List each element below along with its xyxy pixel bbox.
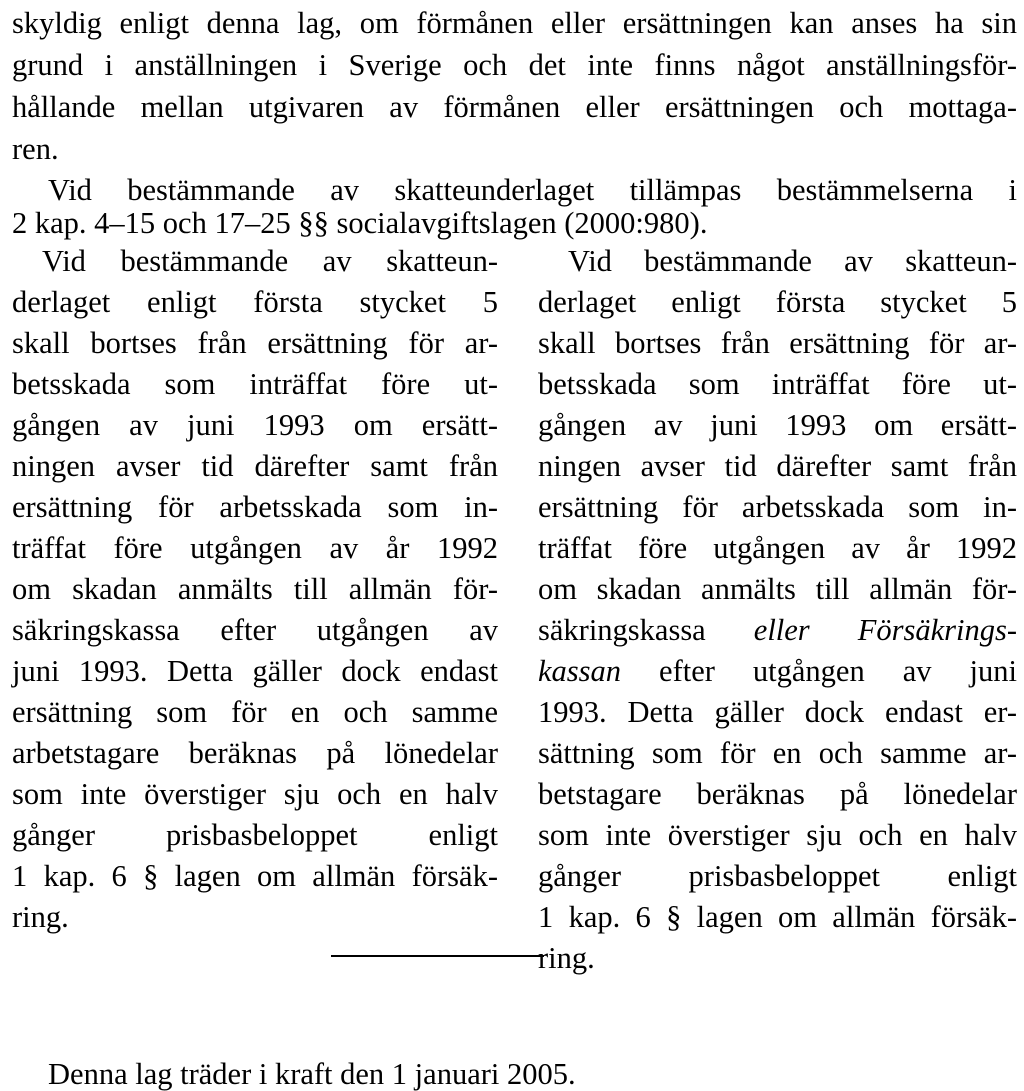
intro-paragraph2-line: 2 kap. 4–15 och 17–25 §§ socialavgiftslagen (2000:980). — [12, 206, 708, 240]
right-column-line: som inte överstiger sju och en halv — [538, 818, 1017, 852]
left-column-line: derlaget enligt första stycket 5 — [12, 285, 498, 319]
footnote-divider — [331, 955, 544, 957]
effective-date-note: Denna lag träder i kraft den 1 januari 2005. — [48, 1056, 576, 1091]
line-suffix: efter utgången av juni — [621, 654, 1017, 688]
left-column-line: 1 kap. 6 § lagen om allmän försäk- — [12, 859, 498, 893]
right-column-line: derlaget enligt första stycket 5 — [538, 285, 1017, 319]
amendment-italic: kassan — [538, 654, 622, 688]
left-column-line: ring. — [12, 900, 69, 934]
left-column-line: gånger prisbasbeloppet enligt — [12, 818, 498, 852]
left-column-line: ersättning för arbetsskada som in- — [12, 490, 498, 524]
right-column-line: ring. — [538, 941, 595, 975]
right-column-line: betsskada som inträffat före ut- — [538, 367, 1017, 401]
right-column-line: träffat före utgången av år 1992 — [538, 531, 1017, 565]
left-column-line: som inte överstiger sju och en halv — [12, 777, 498, 811]
right-column-line: gången av juni 1993 om ersätt- — [538, 408, 1017, 442]
right-column-line: 1993. Detta gäller dock endast er- — [538, 695, 1017, 729]
right-column-line: skall bortses från ersättning för ar- — [538, 326, 1017, 360]
left-column-line: träffat före utgången av år 1992 — [12, 531, 498, 565]
amendment-italic: eller Försäkrings- — [753, 613, 1017, 647]
right-column-line: gånger prisbasbeloppet enligt — [538, 859, 1017, 893]
right-column-line: sättning som för en och samme ar- — [538, 736, 1017, 770]
left-column-line: Vid bestämmande av skatteun- — [42, 244, 498, 278]
right-column-line-amended — [538, 656, 1017, 687]
intro-line: ren. — [12, 132, 59, 166]
right-column-line: Vid bestämmande av skatteun- — [568, 244, 1017, 278]
left-column-line: ersättning som för en och samme — [12, 695, 498, 729]
left-column-line: säkringskassa efter utgången av — [12, 613, 498, 647]
left-column-line: juni 1993. Detta gäller dock endast — [12, 654, 498, 688]
right-column-line-amended — [538, 615, 1017, 646]
right-column-line: betstagare beräknas på lönedelar — [538, 777, 1017, 811]
left-column-line: ningen avser tid därefter samt från — [12, 449, 498, 483]
right-column-line: ersättning för arbetsskada som in- — [538, 490, 1017, 524]
intro-line: grund i anställningen i Sverige och det inte finns något anställningsför- — [12, 48, 1017, 82]
left-column-line: gången av juni 1993 om ersätt- — [12, 408, 498, 442]
left-column-line: betsskada som inträffat före ut- — [12, 367, 498, 401]
left-column-line: skall bortses från ersättning för ar- — [12, 326, 498, 360]
right-column-line: om skadan anmälts till allmän för- — [538, 572, 1017, 606]
left-column-line: arbetstagare beräknas på lönedelar — [12, 736, 498, 770]
intro-line: skyldig enligt denna lag, om förmånen eller ersättningen kan anses ha sin — [12, 6, 1017, 40]
intro-line: hållande mellan utgivaren av förmånen eller ersättningen och mottaga- — [12, 90, 1017, 124]
right-column-line: 1 kap. 6 § lagen om allmän försäk- — [538, 900, 1017, 934]
right-column-line: ningen avser tid därefter samt från — [538, 449, 1017, 483]
left-column-line: om skadan anmälts till allmän för- — [12, 572, 498, 606]
intro-paragraph2-line: Vid bestämmande av skatteunderlaget tillämpas bestämmelserna i — [48, 173, 1017, 207]
document-page — [12, 0, 1017, 1091]
line-prefix: säkringskassa — [538, 613, 754, 647]
